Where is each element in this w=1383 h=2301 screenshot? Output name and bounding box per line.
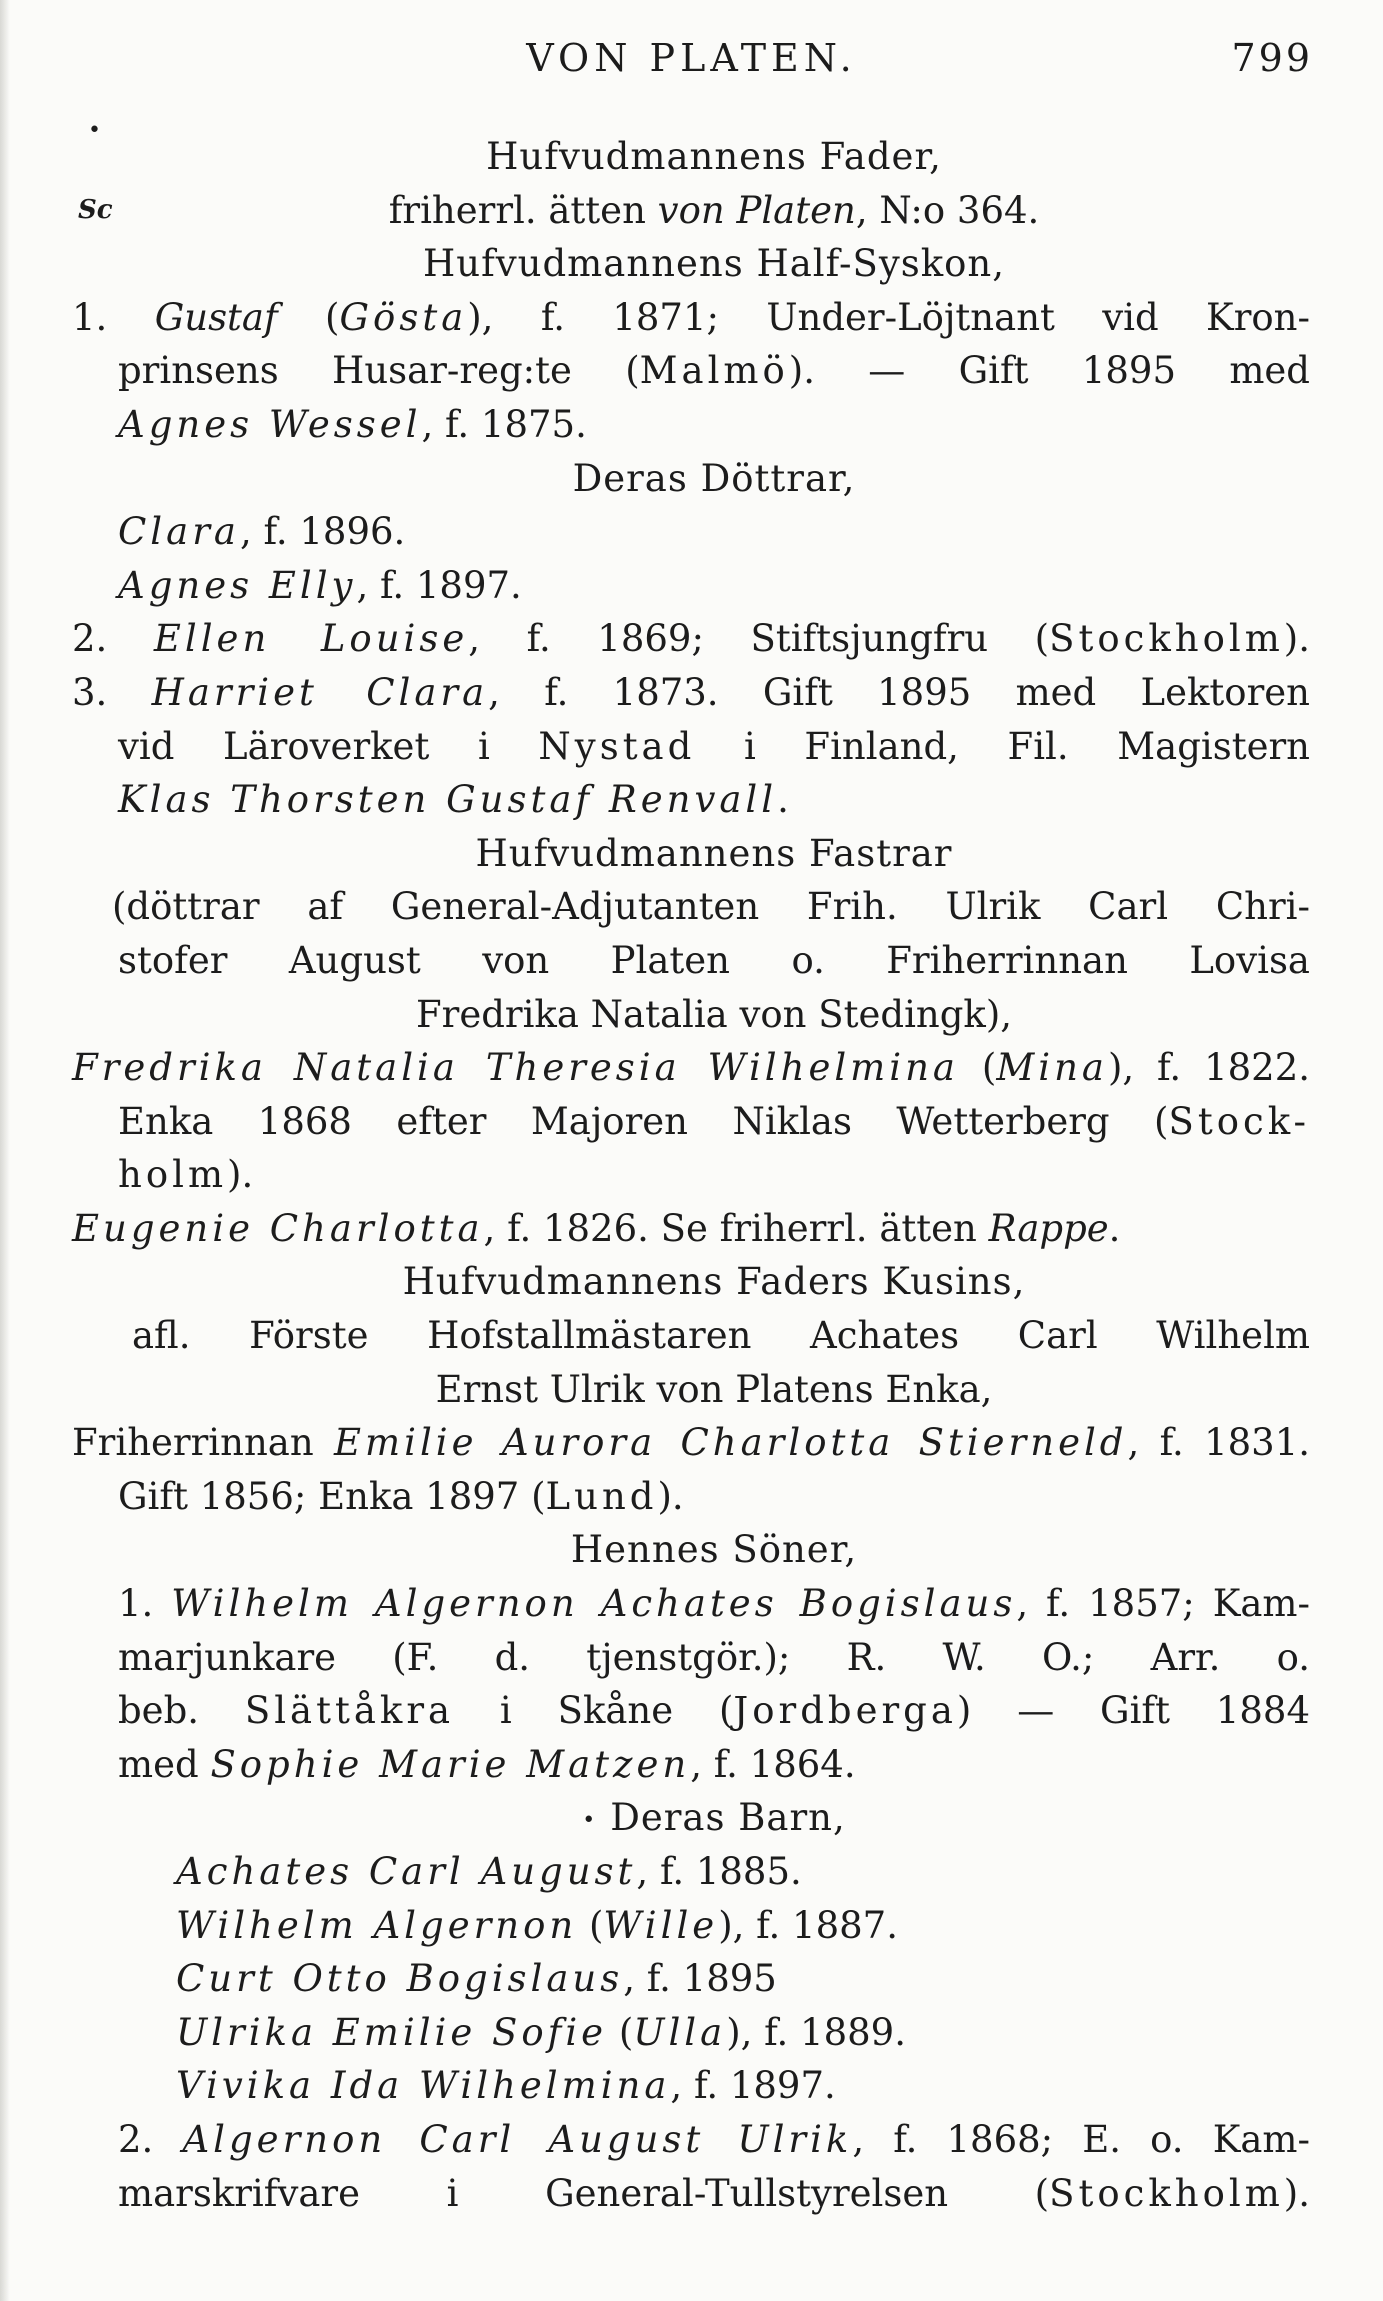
aunts-parentage-line2: stofer August von Platen o. Friherrinnan Lovisa bbox=[118, 938, 1310, 982]
page-edge-shadow bbox=[0, 0, 10, 2301]
entry-eugenie: Eugenie Charlotta, f. 1826. Se friherrl. ätten Rappe. bbox=[72, 1206, 1121, 1250]
stray-bullet-mark: • bbox=[88, 118, 101, 143]
entry-emilie-line2: Gift 1856; Enka 1897 (Lund). bbox=[118, 1474, 684, 1518]
entry-fredrika-line3: holm). bbox=[118, 1153, 254, 1197]
entry-gustaf-line3: Agnes Wessel, f. 1875. bbox=[118, 402, 587, 446]
child-achates: Achates Carl August, f. 1885. bbox=[176, 1850, 802, 1893]
page-number: 799 bbox=[1231, 36, 1313, 80]
entry-gustaf: 1. Gustaf (Gösta), f. 1871; Under-Löjtnant vid Kron- bbox=[72, 295, 1310, 339]
subheading-children: • Deras Barn, bbox=[582, 1796, 846, 1840]
entry-wilhelm-line3: beb. Slättåkra i Skåne (Jordberga) — Gift 1884 bbox=[118, 1689, 1310, 1733]
entry-harriet: 3. Harriet Clara, f. 1873. Gift 1895 med Lektoren bbox=[72, 670, 1310, 714]
child-wilhelm: Wilhelm Algernon (Wille), f. 1887. bbox=[176, 1903, 898, 1947]
entry-wilhelm: 1. Wilhelm Algernon Achates Bogislaus, f. 1857; Kam- bbox=[118, 1582, 1310, 1626]
section-heading-aunts: Hufvudmannens Fastrar bbox=[475, 831, 953, 875]
entry-algernon: 2. Algernon Carl August Ulrik, f. 1868; E. o. Kam- bbox=[118, 2117, 1310, 2161]
child-curt: Curt Otto Bogislaus, f. 1895 bbox=[176, 1957, 777, 2001]
entry-harriet-line3: Klas Thorsten Gustaf Renvall. bbox=[118, 778, 789, 822]
daughter-clara: Clara, f. 1896. bbox=[118, 510, 406, 554]
subheading-daughters: Deras Döttrar, bbox=[572, 456, 856, 500]
entry-emilie: Friherrinnan Emilie Aurora Charlotta Stierneld, f. 1831. bbox=[72, 1421, 1311, 1465]
subheading-sons: Hennes Söner, bbox=[570, 1528, 858, 1572]
cousin-line2: Ernst Ulrik von Platens Enka, bbox=[435, 1367, 993, 1411]
child-ulrika: Ulrika Emilie Sofie (Ulla), f. 1889. bbox=[176, 2010, 906, 2054]
entry-wilhelm-line2: marjunkare (F. d. tjenstgör.); R. W. O.; Arr. o. bbox=[118, 1635, 1310, 1679]
entry-harriet-line2: vid Läroverket i Nystad i Finland, Fil. Magistern bbox=[118, 724, 1311, 768]
section-heading-cousins: Hufvudmannens Faders Kusins, bbox=[402, 1260, 1026, 1304]
margin-mark: Sc bbox=[78, 194, 113, 225]
child-vivika: Vivika Ida Wilhelmina, f. 1897. bbox=[176, 2064, 836, 2108]
section-heading-half-siblings: Hufvudmannens Half-Syskon, bbox=[422, 242, 1006, 286]
entry-fredrika-line2: Enka 1868 efter Majoren Niklas Wetterberg (Stock- bbox=[118, 1099, 1310, 1143]
header-title: VON PLATEN. bbox=[526, 36, 857, 80]
running-header bbox=[0, 32, 1383, 88]
entry-gustaf-line2: prinsens Husar-reg:te (Malmö). — Gift 1895 med bbox=[118, 349, 1310, 393]
entry-algernon-line2: marskrifvare i General-Tullstyrelsen (Stockholm). bbox=[118, 2171, 1310, 2215]
aunts-parentage-line3: Fredrika Natalia von Stedingk), bbox=[415, 992, 1013, 1036]
entry-wilhelm-line4: med Sophie Marie Matzen, f. 1864. bbox=[118, 1742, 856, 1786]
entry-ellen: 2. Ellen Louise, f. 1869; Stiftsjungfru (Stockholm). bbox=[72, 617, 1310, 661]
father-reference: Sc friherrl. ätten von Platen, N:o 364. bbox=[118, 184, 1310, 238]
section-heading-father: Hufvudmannens Fader, bbox=[486, 135, 942, 178]
children-bullet-mark: • bbox=[582, 1808, 597, 1834]
document-body bbox=[72, 130, 1311, 2220]
daughter-agnes: Agnes Elly, f. 1897. bbox=[118, 563, 522, 607]
entry-fredrika: Fredrika Natalia Theresia Wilhelmina (Mina), f. 1822. bbox=[72, 1046, 1310, 1090]
cousin-line1: afl. Förste Hofstallmästaren Achates Carl Wilhelm bbox=[132, 1314, 1310, 1358]
aunts-parentage-line1: (döttrar af General-Adjutanten Frih. Ulrik Carl Chri- bbox=[112, 885, 1310, 929]
